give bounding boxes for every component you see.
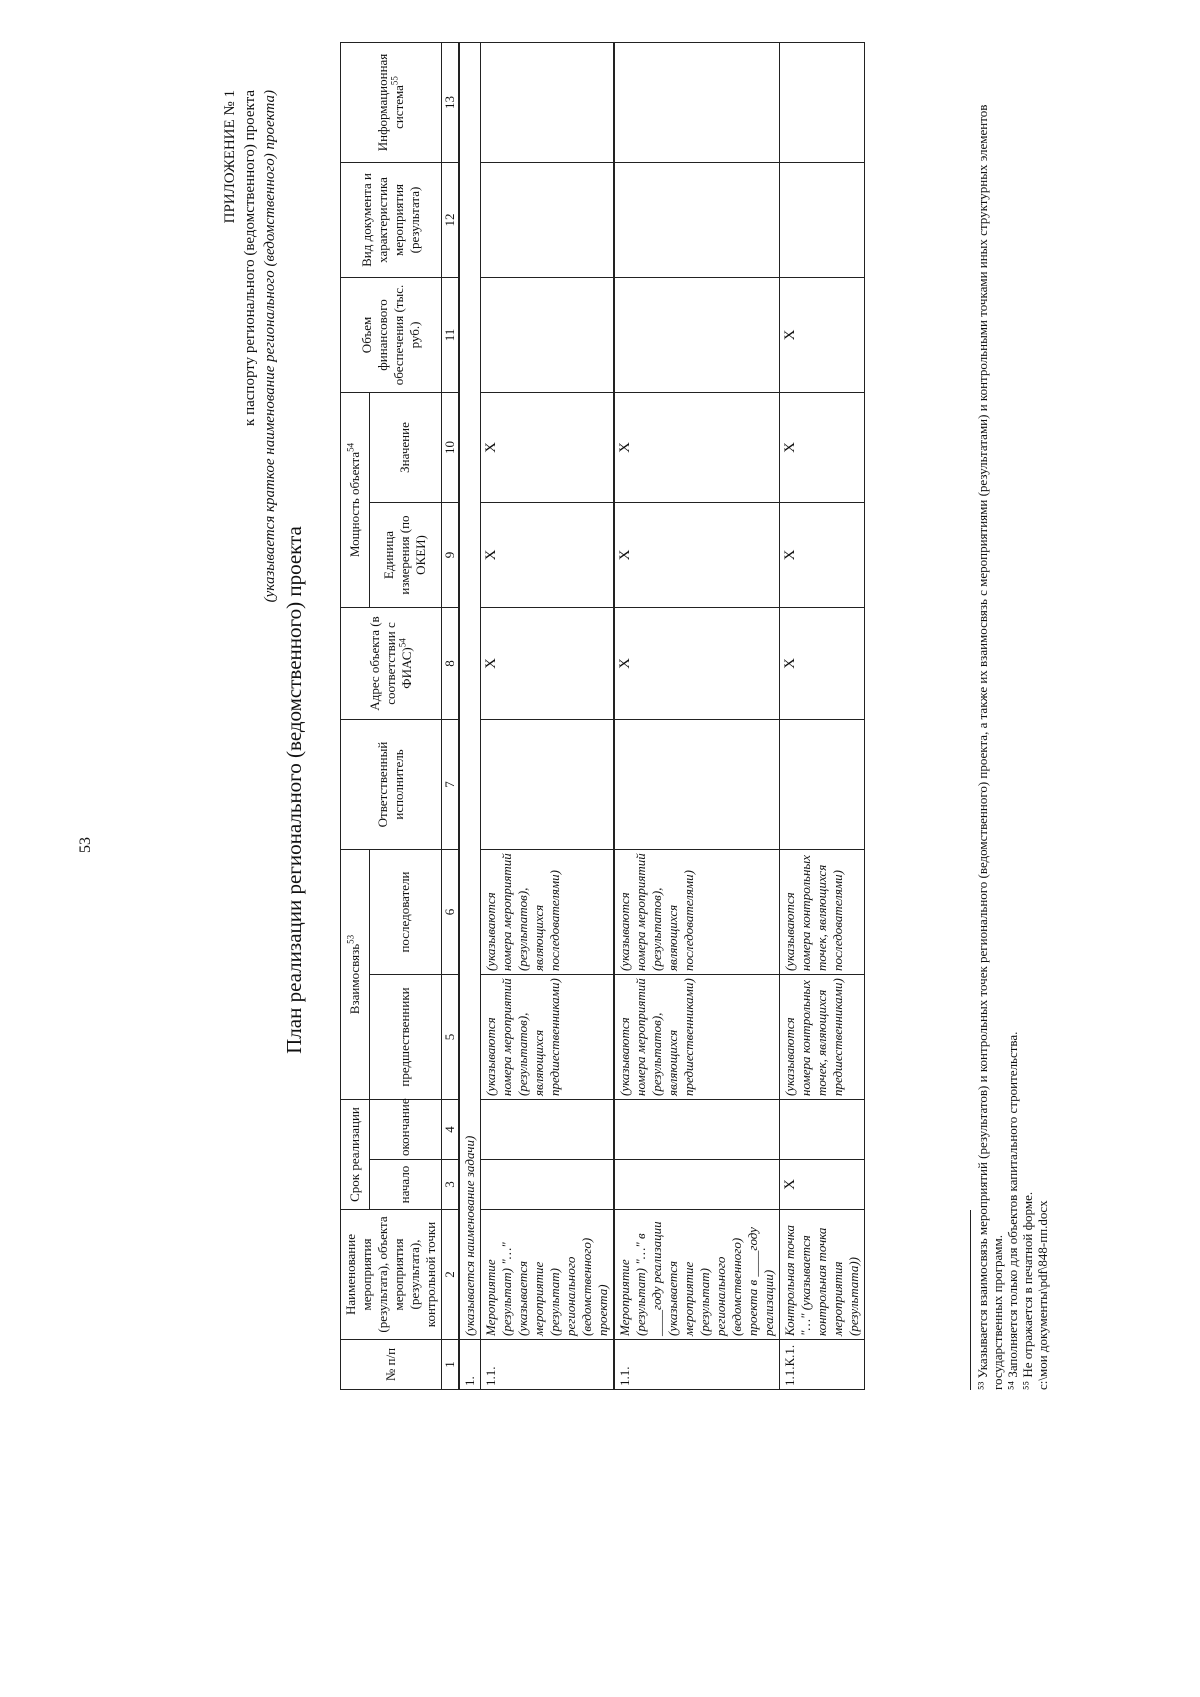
row-num: 1.1.	[614, 1340, 780, 1390]
col-number: 5	[442, 975, 460, 1100]
col-number: 10	[442, 392, 460, 502]
appendix-line-2: к паспорту регионального (ведомственного) проекта	[242, 90, 258, 426]
plan-table	[340, 42, 865, 1390]
header-capacity	[341, 392, 370, 607]
header-address-text: Адрес объекта (в соответствии с ФИАС)	[367, 616, 414, 711]
row-succ: (указываются номера контрольных точек, являющихся последователями)	[780, 850, 865, 975]
appendix-line-3: (указывается краткое наименование регионального (ведомственного) проекта)	[262, 90, 278, 603]
table-row	[780, 42, 865, 1389]
header-doc: Вид документа и характеристика мероприятия (результата)	[341, 162, 442, 277]
row-end	[481, 1100, 615, 1160]
header-unit: Единица измерения (по ОКЕИ)	[369, 503, 441, 608]
footnote-55: ⁵⁵ Не отражается в печатной форме.	[1020, 1191, 1035, 1390]
header-relation	[341, 850, 370, 1100]
row-num: 1.1.К.1.	[780, 1340, 865, 1390]
column-number-row	[442, 42, 460, 1389]
page-number: 53	[77, 837, 94, 853]
row-address: X	[780, 608, 865, 720]
header-value: Значение	[369, 392, 441, 502]
footnote-53: ⁵³ Указывается взаимосвязь мероприятий (результатов) и контрольных точек регионального (ведомственного) проекта, а также их взаимосвязь с мероприятиями (результатами) и контрольными точками иных структурных элементов государственных программ.	[975, 104, 1005, 1390]
header-end: окончание	[369, 1100, 441, 1160]
row-succ: (указываются номера мероприятий (результатов), являющихся последователями)	[481, 850, 615, 975]
appendix-title: ПРИЛОЖЕНИЕ № 1	[222, 90, 238, 224]
row-finance	[614, 277, 780, 392]
header-system-text: Информационная система	[375, 53, 406, 152]
row-unit: X	[481, 503, 615, 608]
row-value: X	[614, 392, 780, 502]
row-doc	[614, 162, 780, 277]
header-system	[341, 42, 442, 162]
row-name: Мероприятие (результат) "…" (указывается мероприятие (результат) регионального (ведомственного) проекта)	[481, 1210, 615, 1340]
row-system	[481, 42, 615, 162]
row-end	[614, 1100, 780, 1160]
row-doc	[780, 162, 865, 277]
row-executor	[481, 720, 615, 850]
row-num: 1.1.	[481, 1340, 615, 1390]
col-number: 1	[442, 1340, 460, 1390]
table-row	[481, 42, 615, 1389]
header-start: начало	[369, 1160, 441, 1210]
col-number: 12	[442, 162, 460, 277]
row-address: X	[614, 608, 780, 720]
row-unit: X	[614, 503, 780, 608]
row-start	[481, 1160, 615, 1210]
section-row	[459, 42, 481, 1389]
row-executor	[614, 720, 780, 850]
col-number: 6	[442, 850, 460, 975]
footnotes	[970, 30, 1050, 1390]
footnote-ref: 54	[345, 442, 356, 452]
rotated-page-content	[222, 0, 1130, 1390]
col-number: 11	[442, 277, 460, 392]
row-address: X	[481, 608, 615, 720]
appendix-block	[220, 90, 280, 602]
row-finance: X	[780, 277, 865, 392]
header-period: Срок реализации	[341, 1100, 370, 1210]
row-system	[614, 42, 780, 162]
row-system	[780, 42, 865, 162]
row-unit: X	[780, 503, 865, 608]
col-number: 13	[442, 42, 460, 162]
row-executor	[780, 720, 865, 850]
row-start	[614, 1160, 780, 1210]
row-name: Контрольная точка "…" (указывается контрольная точка мероприятия (результата))	[780, 1210, 865, 1340]
header-succ: последователи	[369, 850, 441, 975]
row-pred: (указываются номера мероприятий (результатов), являющихся предшественниками)	[614, 975, 780, 1100]
col-number: 2	[442, 1210, 460, 1340]
row-pred: (указываются номера контрольных точек, являющихся предшественниками)	[780, 975, 865, 1100]
header-executor: Ответственный исполнитель	[341, 720, 442, 850]
row-start: X	[780, 1160, 865, 1210]
header-pred: предшественники	[369, 975, 441, 1100]
table-row	[614, 42, 780, 1389]
col-number: 4	[442, 1100, 460, 1160]
row-finance	[481, 277, 615, 392]
plan-title: План реализации регионального (ведомственного) проекта	[282, 526, 306, 1054]
footnote-ref: 53	[345, 934, 356, 944]
row-pred: (указываются номера мероприятий (результатов), являющихся предшественниками)	[481, 975, 615, 1100]
row-end	[780, 1100, 865, 1160]
col-number: 7	[442, 720, 460, 850]
footnote-ref: 55	[389, 76, 400, 86]
row-succ: (указываются номера мероприятий (результатов), являющихся последователями)	[614, 850, 780, 975]
section-text: (указывается наименование задачи)	[459, 42, 481, 1339]
header-num: № п/п	[341, 1340, 442, 1390]
header-capacity-text: Мощность объекта	[346, 451, 362, 558]
header-relation-text: Взаимосвязь	[346, 943, 362, 1015]
header-address	[341, 608, 442, 720]
section-num: 1.	[459, 1340, 481, 1390]
footnote-54: ⁵⁴ Заполняется только для объектов капитального строительства.	[1005, 1031, 1020, 1390]
row-value: X	[481, 392, 615, 502]
header-finance: Объем финансового обеспечения (тыс. руб.)	[341, 277, 442, 392]
footnote-divider	[970, 1210, 971, 1390]
col-number: 3	[442, 1160, 460, 1210]
col-number: 9	[442, 503, 460, 608]
row-name: Мероприятие (результат) "…" в ____году реализации (указывается мероприятие (результат) регионального (ведомственного) проекта в ____году реализации)	[614, 1210, 780, 1340]
footnote-ref: 54	[397, 638, 408, 648]
header-name: Наименование мероприятия (результата), объекта мероприятия (результата), контрольной точки	[341, 1210, 442, 1340]
col-number: 8	[442, 608, 460, 720]
file-path: c:\мои документы\pdf\848-пп.docx	[1035, 1200, 1050, 1390]
row-value: X	[780, 392, 865, 502]
row-doc	[481, 162, 615, 277]
